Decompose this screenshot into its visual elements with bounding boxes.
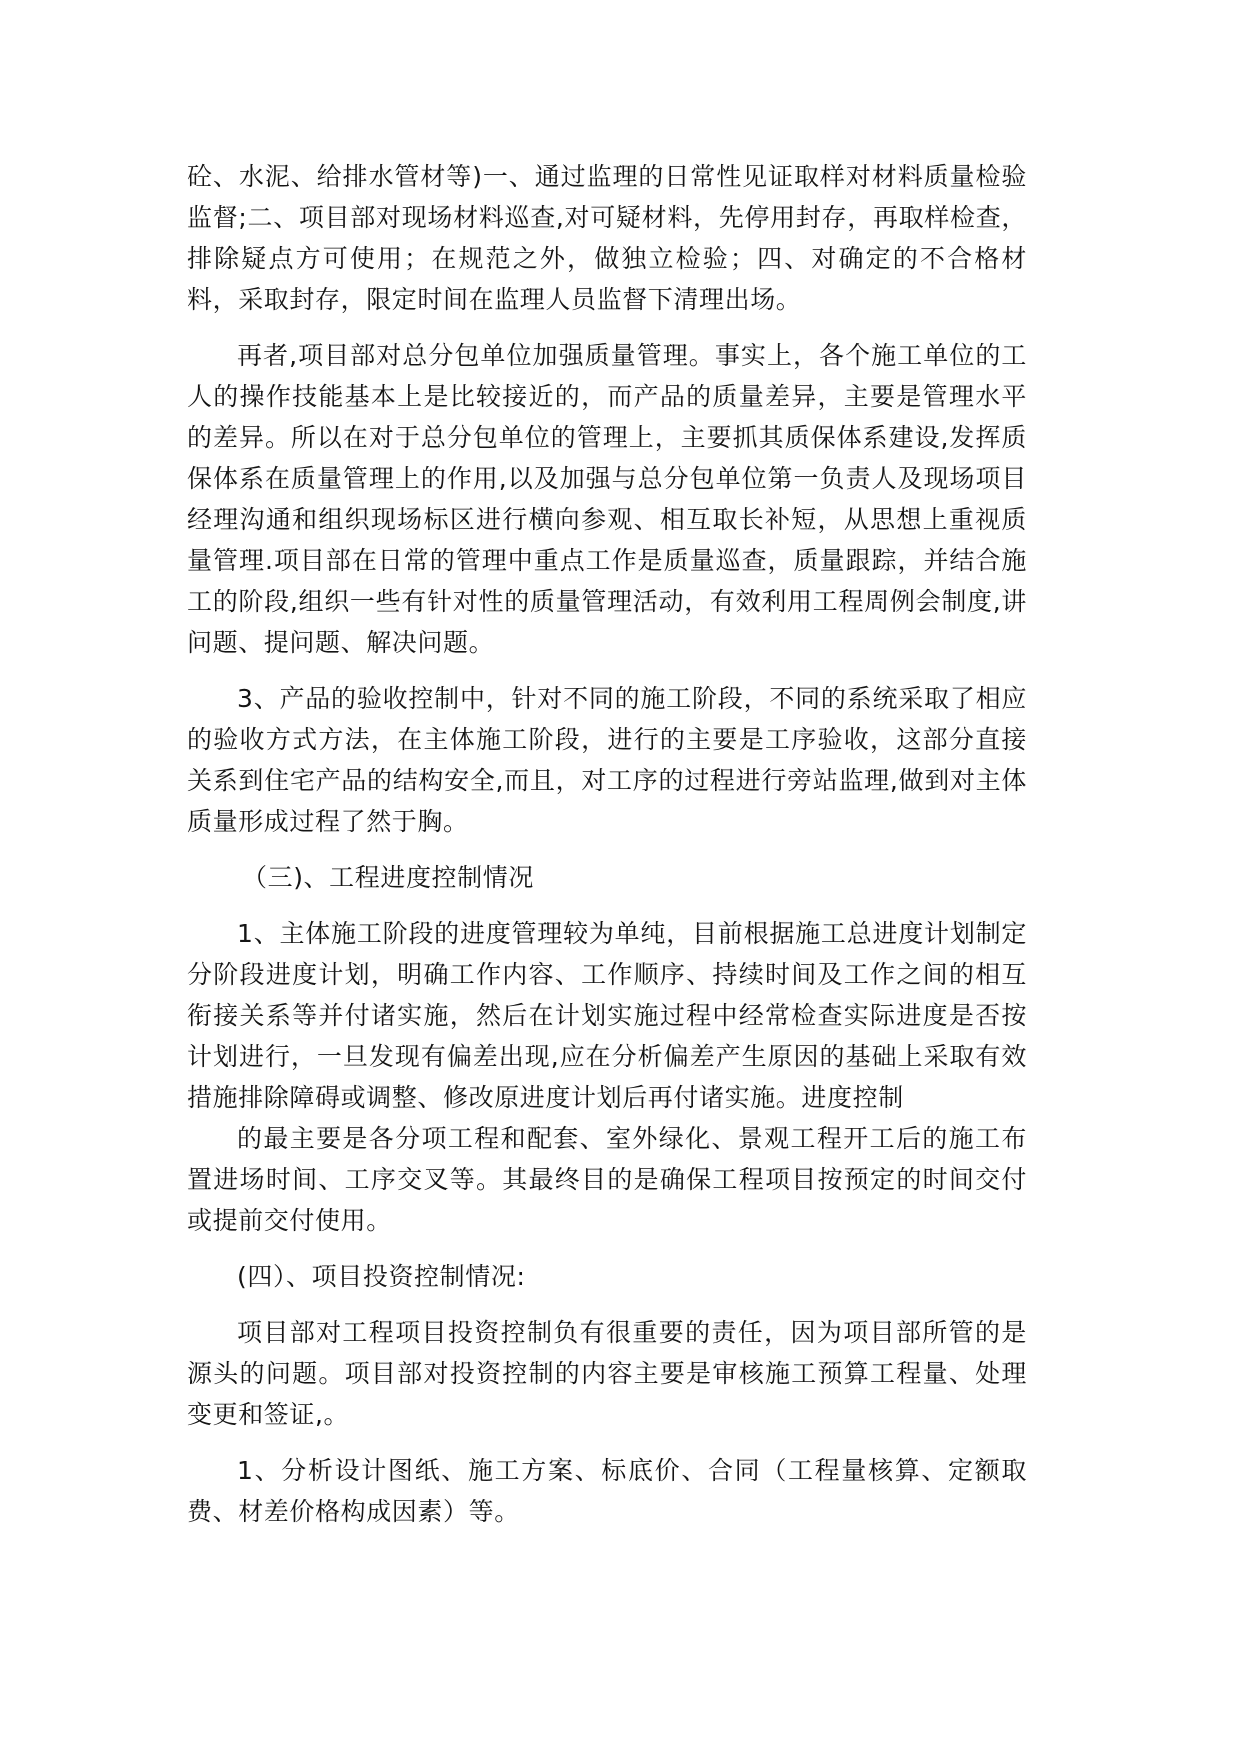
paragraph-material-control: 砼、水泥、给排水管材等)一、通过监理的日常性见证取样对材料质量检验监督;二、项目部对现场材料巡查,对可疑材料，先停用封存，再取样检查，排除疑点方可使用；在规范之外，做独立检验；四、对确定的不合格材料，采取封存，限定时间在监理人员监督下清理出场。 [187,162,1027,314]
heading-investment-control: (四）、项目投资控制情况: [237,1262,526,1291]
paragraph-quality-management: 再者,项目部对总分包单位加强质量管理。事实上，各个施工单位的工人的操作技能基本上是比较接近的，而产品的质量差异，主要是管理水平的差异。所以在对于总分包单位的管理上，主要抓其质保体系建设,发挥质保体系在质量管理上的作用,以及加强与总分包单位第一负责人及现场项目经理沟通和组织现场标区进行横向参观、相互取长补短，从思想上重视质量管理.项目部在日常的管理中重点工作是质量巡查，质量跟踪，并结合施工的阶段,组织一些有针对性的质量管理活动，有效利用工程周例会制度,讲问题、提问题、解决问题。 [187,341,1027,657]
heading-progress-control: （三)、工程进度控制情况 [242,863,534,892]
paragraph-progress-goal: 的最主要是各分项工程和配套、室外绿化、景观工程开工后的施工布置进场时间、工序交叉等。其最终目的是确保工程项目按预定的时间交付或提前交付使用。 [187,1124,1027,1235]
document-body [187,156,1027,1547]
paragraph-investment-analysis: 1、分析设计图纸、施工方案、标底价、合同（工程量核算、定额取费、材差价格构成因素）等。 [187,1456,1027,1526]
paragraph-acceptance-control: 3、产品的验收控制中，针对不同的施工阶段，不同的系统采取了相应的验收方式方法，在主体施工阶段，进行的主要是工序验收，这部分直接关系到住宅产品的结构安全,而且，对工序的过程进行旁站监理,做到对主体质量形成过程了然于胸。 [187,684,1027,836]
paragraph-investment-responsibility: 项目部对工程项目投资控制负有很重要的责任，因为项目部所管的是源头的问题。项目部对投资控制的内容主要是审核施工预算工程量、处理变更和签证,。 [187,1318,1027,1429]
paragraph-progress-management: 1、主体施工阶段的进度管理较为单纯，目前根据施工总进度计划制定分阶段进度计划，明确工作内容、工作顺序、持续时间及工作之间的相互衔接关系等并付诸实施，然后在计划实施过程中经常检查实际进度是否按计划进行，一旦发现有偏差出现,应在分析偏差产生原因的基础上采取有效措施排除障碍或调整、修改原进度计划后再付诸实施。进度控制 [187,919,1027,1112]
